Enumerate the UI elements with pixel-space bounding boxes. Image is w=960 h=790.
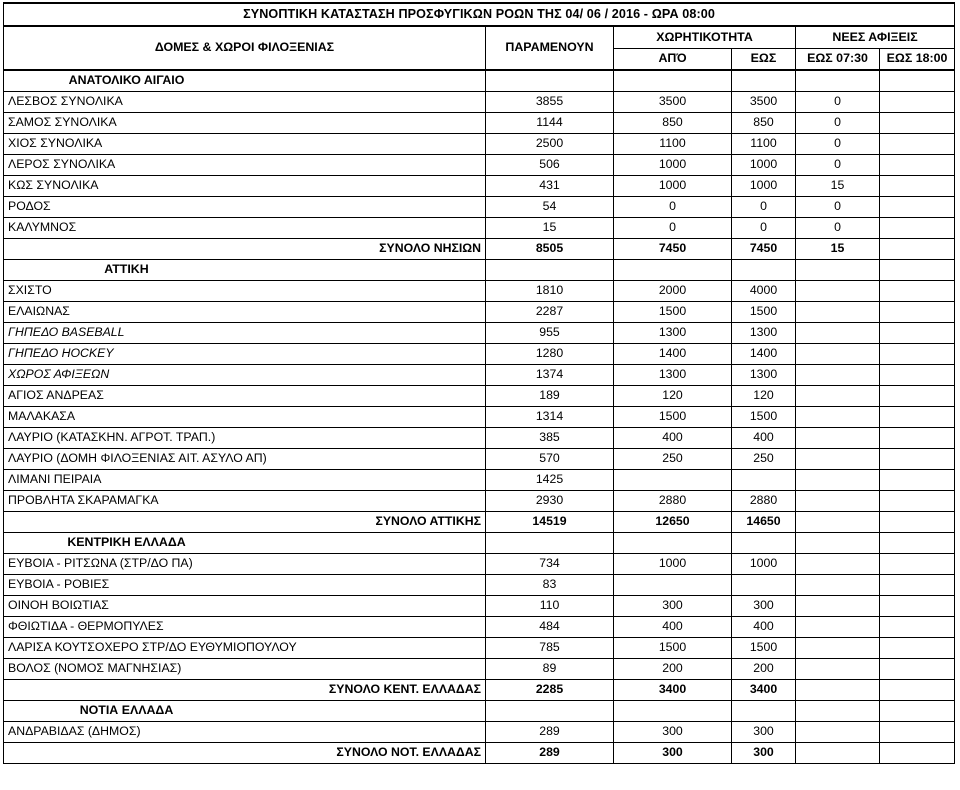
- section-empty-cell[interactable]: [614, 259, 732, 280]
- cell-capacity-to[interactable]: 850: [732, 112, 796, 133]
- total-capacity-from[interactable]: 3400: [614, 679, 732, 700]
- total-arrivals-0730[interactable]: 15: [796, 238, 880, 259]
- section-label: ΑΝΑΤΟΛΙΚΟ ΑΙΓΑΙΟ: [4, 70, 486, 91]
- cell-capacity-to[interactable]: 4000: [732, 280, 796, 301]
- facility-name[interactable]: ΚΑΛΥΜΝΟΣ: [4, 217, 486, 238]
- cell-arrivals-1800[interactable]: [880, 448, 955, 469]
- cell-arrivals-1800[interactable]: [880, 469, 955, 490]
- facility-name[interactable]: ΛΙΜΑΝΙ ΠΕΙΡΑΙΑ: [4, 469, 486, 490]
- total-capacity-to[interactable]: 14650: [732, 511, 796, 532]
- cell-capacity-from[interactable]: 250: [614, 448, 732, 469]
- cell-staying[interactable]: 83: [486, 574, 614, 595]
- cell-staying[interactable]: 1144: [486, 112, 614, 133]
- cell-capacity-from[interactable]: [614, 469, 732, 490]
- cell-capacity-to[interactable]: 1000: [732, 553, 796, 574]
- header-staying: ΠΑΡΑΜΕΝΟΥΝ: [486, 26, 614, 70]
- cell-staying[interactable]: 1314: [486, 406, 614, 427]
- section-label: ΝΟΤΙΑ ΕΛΛΑΔΑ: [4, 700, 486, 721]
- cell-capacity-to[interactable]: [732, 469, 796, 490]
- cell-staying[interactable]: 1425: [486, 469, 614, 490]
- facility-name[interactable]: ΛΑΡΙΣΑ ΚΟΥΤΣΟΧΕΡΟ ΣΤΡ/ΔΟ ΕΥΘΥΜΙΟΠΟΥΛΟΥ: [4, 637, 486, 658]
- table-row: [4, 406, 955, 427]
- table-row: [4, 385, 955, 406]
- section-empty-cell[interactable]: [880, 532, 955, 553]
- section-empty-cell[interactable]: [880, 700, 955, 721]
- cell-staying[interactable]: 385: [486, 427, 614, 448]
- facility-name[interactable]: ΧΙΟΣ ΣΥΝΟΛΙΚΑ: [4, 133, 486, 154]
- cell-capacity-from[interactable]: 1000: [614, 175, 732, 196]
- facility-name[interactable]: ΧΩΡΟΣ ΑΦΙΞΕΩΝ: [4, 364, 486, 385]
- cell-arrivals-1800[interactable]: [880, 427, 955, 448]
- section-empty-cell[interactable]: [732, 259, 796, 280]
- total-capacity-from[interactable]: 7450: [614, 238, 732, 259]
- cell-arrivals-0730[interactable]: [796, 343, 880, 364]
- cell-staying[interactable]: 2287: [486, 301, 614, 322]
- cell-arrivals-0730[interactable]: [796, 637, 880, 658]
- table-row: [4, 112, 955, 133]
- cell-arrivals-1800[interactable]: [880, 196, 955, 217]
- table-row: [4, 301, 955, 322]
- section-empty-cell[interactable]: [732, 700, 796, 721]
- section-empty-cell[interactable]: [486, 70, 614, 91]
- facility-name[interactable]: ΑΓΙΟΣ ΑΝΔΡΕΑΣ: [4, 385, 486, 406]
- section-empty-cell[interactable]: [614, 70, 732, 91]
- table-row: [4, 343, 955, 364]
- section-empty-cell[interactable]: [486, 259, 614, 280]
- cell-arrivals-1800[interactable]: [880, 301, 955, 322]
- facility-name[interactable]: ΦΘΙΩΤΙΔΑ - ΘΕΡΜΟΠΥΛΕΣ: [4, 616, 486, 637]
- cell-capacity-to[interactable]: [732, 574, 796, 595]
- table-row: [4, 658, 955, 679]
- cell-capacity-from[interactable]: 1300: [614, 364, 732, 385]
- total-arrivals-1800[interactable]: [880, 742, 955, 763]
- cell-staying[interactable]: 289: [486, 721, 614, 742]
- cell-capacity-to[interactable]: 200: [732, 658, 796, 679]
- cell-arrivals-0730[interactable]: [796, 595, 880, 616]
- cell-capacity-to[interactable]: 250: [732, 448, 796, 469]
- section-total-label[interactable]: ΣΥΝΟΛΟ ΑΤΤΙΚΗΣ: [4, 511, 486, 532]
- section-empty-cell[interactable]: [486, 532, 614, 553]
- cell-capacity-from[interactable]: 1000: [614, 154, 732, 175]
- total-staying[interactable]: 2285: [486, 679, 614, 700]
- cell-staying[interactable]: 785: [486, 637, 614, 658]
- facility-name[interactable]: ΓΗΠΕΔΟ BASEBALL: [4, 322, 486, 343]
- total-capacity-to[interactable]: 3400: [732, 679, 796, 700]
- cell-capacity-to[interactable]: 300: [732, 595, 796, 616]
- table-row: [4, 595, 955, 616]
- cell-arrivals-0730[interactable]: [796, 469, 880, 490]
- cell-arrivals-1800[interactable]: [880, 91, 955, 112]
- cell-capacity-to[interactable]: 1500: [732, 637, 796, 658]
- cell-staying[interactable]: 431: [486, 175, 614, 196]
- section-header-row: [4, 259, 955, 280]
- cell-staying[interactable]: 570: [486, 448, 614, 469]
- cell-staying[interactable]: 2500: [486, 133, 614, 154]
- facility-name[interactable]: ΚΩΣ ΣΥΝΟΛΙΚΑ: [4, 175, 486, 196]
- cell-capacity-from[interactable]: 120: [614, 385, 732, 406]
- section-empty-cell[interactable]: [732, 70, 796, 91]
- cell-capacity-from[interactable]: 400: [614, 427, 732, 448]
- cell-staying[interactable]: 110: [486, 595, 614, 616]
- cell-capacity-from[interactable]: 1000: [614, 553, 732, 574]
- cell-staying[interactable]: 1810: [486, 280, 614, 301]
- cell-arrivals-1800[interactable]: [880, 133, 955, 154]
- cell-staying[interactable]: 955: [486, 322, 614, 343]
- facility-name[interactable]: ΛΕΡΟΣ ΣΥΝΟΛΙΚΑ: [4, 154, 486, 175]
- cell-staying[interactable]: 484: [486, 616, 614, 637]
- cell-arrivals-1800[interactable]: [880, 490, 955, 511]
- facility-name[interactable]: ΛΑΥΡΙΟ (ΚΑΤΑΣΚΗΝ. ΑΓΡΟΤ. ΤΡΑΠ.): [4, 427, 486, 448]
- header-row-primary: [4, 26, 955, 48]
- cell-arrivals-1800[interactable]: [880, 280, 955, 301]
- table-row: [4, 133, 955, 154]
- cell-arrivals-1800[interactable]: [880, 406, 955, 427]
- cell-capacity-from[interactable]: 1500: [614, 406, 732, 427]
- total-arrivals-1800[interactable]: [880, 679, 955, 700]
- cell-arrivals-0730[interactable]: [796, 574, 880, 595]
- table-row: [4, 574, 955, 595]
- refugee-flow-table: [3, 2, 955, 764]
- section-label: ΚΕΝΤΡΙΚΗ ΕΛΛΑΔΑ: [4, 532, 486, 553]
- section-empty-cell[interactable]: [880, 70, 955, 91]
- total-arrivals-1800[interactable]: [880, 238, 955, 259]
- section-empty-cell[interactable]: [796, 700, 880, 721]
- section-total-label[interactable]: ΣΥΝΟΛΟ ΝΗΣΙΩΝ: [4, 238, 486, 259]
- table-row: [4, 280, 955, 301]
- cell-arrivals-1800[interactable]: [880, 595, 955, 616]
- cell-arrivals-1800[interactable]: [880, 385, 955, 406]
- header-new-arrivals: ΝΕΕΣ ΑΦΙΞΕΙΣ: [796, 26, 955, 48]
- table-row: [4, 490, 955, 511]
- cell-capacity-from[interactable]: 400: [614, 616, 732, 637]
- cell-capacity-from[interactable]: 300: [614, 721, 732, 742]
- total-capacity-from[interactable]: 300: [614, 742, 732, 763]
- cell-capacity-from[interactable]: 850: [614, 112, 732, 133]
- section-total-row: [4, 742, 955, 763]
- table-row: [4, 721, 955, 742]
- total-staying[interactable]: 289: [486, 742, 614, 763]
- header-arrivals-1800: ΕΩΣ 18:00: [880, 48, 955, 70]
- cell-arrivals-1800[interactable]: [880, 616, 955, 637]
- cell-capacity-from[interactable]: 1300: [614, 322, 732, 343]
- table-row: [4, 469, 955, 490]
- facility-name[interactable]: ΛΑΥΡΙΟ (ΔΟΜΗ ΦΙΛΟΞΕΝΙΑΣ ΑΙΤ. ΑΣΥΛΟ ΑΠ): [4, 448, 486, 469]
- section-header-row: [4, 532, 955, 553]
- cell-arrivals-0730[interactable]: 0: [796, 112, 880, 133]
- cell-capacity-from[interactable]: 1500: [614, 637, 732, 658]
- section-empty-cell[interactable]: [614, 700, 732, 721]
- cell-arrivals-0730[interactable]: [796, 301, 880, 322]
- cell-staying[interactable]: 189: [486, 385, 614, 406]
- cell-capacity-to[interactable]: 1000: [732, 154, 796, 175]
- cell-capacity-to[interactable]: 1400: [732, 343, 796, 364]
- title-row: [4, 3, 955, 26]
- section-total-row: [4, 238, 955, 259]
- facility-name[interactable]: ΑΝΔΡΑΒΙΔΑΣ (ΔΗΜΟΣ): [4, 721, 486, 742]
- cell-capacity-from[interactable]: 1100: [614, 133, 732, 154]
- cell-arrivals-1800[interactable]: [880, 154, 955, 175]
- total-capacity-to[interactable]: 300: [732, 742, 796, 763]
- section-empty-cell[interactable]: [796, 259, 880, 280]
- total-arrivals-0730[interactable]: [796, 679, 880, 700]
- total-arrivals-1800[interactable]: [880, 511, 955, 532]
- cell-staying[interactable]: 506: [486, 154, 614, 175]
- facility-name[interactable]: ΠΡΟΒΛΗΤΑ ΣΚΑΡΑΜΑΓΚΑ: [4, 490, 486, 511]
- section-empty-cell[interactable]: [880, 259, 955, 280]
- table-row: [4, 91, 955, 112]
- cell-capacity-from[interactable]: 300: [614, 595, 732, 616]
- facility-name[interactable]: ΜΑΛΑΚΑΣΑ: [4, 406, 486, 427]
- facility-name[interactable]: ΒΟΛΟΣ (ΝΟΜΟΣ ΜΑΓΝΗΣΙΑΣ): [4, 658, 486, 679]
- facility-name[interactable]: ΛΕΣΒΟΣ ΣΥΝΟΛΙΚΑ: [4, 91, 486, 112]
- section-empty-cell[interactable]: [614, 532, 732, 553]
- header-structures: ΔΟΜΕΣ & ΧΩΡΟΙ ΦΙΛΟΞΕΝΙΑΣ: [4, 26, 486, 70]
- cell-capacity-to[interactable]: 300: [732, 721, 796, 742]
- cell-arrivals-0730[interactable]: 0: [796, 154, 880, 175]
- cell-arrivals-0730[interactable]: [796, 406, 880, 427]
- cell-staying[interactable]: 1374: [486, 364, 614, 385]
- section-total-row: [4, 511, 955, 532]
- total-arrivals-0730[interactable]: [796, 742, 880, 763]
- cell-capacity-to[interactable]: 120: [732, 385, 796, 406]
- table-row: [4, 196, 955, 217]
- cell-arrivals-0730[interactable]: [796, 280, 880, 301]
- header-capacity: ΧΩΡΗΤΙΚΟΤΗΤΑ: [614, 26, 796, 48]
- table-row: [4, 175, 955, 196]
- section-total-label[interactable]: ΣΥΝΟΛΟ ΝΟΤ. ΕΛΛΑΔΑΣ: [4, 742, 486, 763]
- cell-capacity-to[interactable]: 2880: [732, 490, 796, 511]
- cell-capacity-to[interactable]: 1500: [732, 406, 796, 427]
- cell-arrivals-1800[interactable]: [880, 574, 955, 595]
- cell-capacity-from[interactable]: 2880: [614, 490, 732, 511]
- cell-arrivals-0730[interactable]: [796, 721, 880, 742]
- section-empty-cell[interactable]: [796, 70, 880, 91]
- section-empty-cell[interactable]: [796, 532, 880, 553]
- total-capacity-to[interactable]: 7450: [732, 238, 796, 259]
- facility-name[interactable]: ΕΥΒΟΙΑ - ΡΟΒΙΕΣ: [4, 574, 486, 595]
- table-row: [4, 322, 955, 343]
- table-row: [4, 448, 955, 469]
- cell-staying[interactable]: 734: [486, 553, 614, 574]
- cell-capacity-to[interactable]: 1300: [732, 322, 796, 343]
- total-arrivals-0730[interactable]: [796, 511, 880, 532]
- cell-capacity-to[interactable]: 400: [732, 427, 796, 448]
- cell-capacity-to[interactable]: 1500: [732, 301, 796, 322]
- cell-arrivals-0730[interactable]: [796, 616, 880, 637]
- header-capacity-to: ΕΩΣ: [732, 48, 796, 70]
- cell-capacity-from[interactable]: 1400: [614, 343, 732, 364]
- cell-arrivals-0730[interactable]: [796, 427, 880, 448]
- section-total-label[interactable]: ΣΥΝΟΛΟ ΚΕΝΤ. ΕΛΛΑΔΑΣ: [4, 679, 486, 700]
- cell-arrivals-0730[interactable]: [796, 553, 880, 574]
- cell-arrivals-0730[interactable]: 0: [796, 91, 880, 112]
- cell-staying[interactable]: 54: [486, 196, 614, 217]
- cell-capacity-from[interactable]: 2000: [614, 280, 732, 301]
- cell-capacity-to[interactable]: 1100: [732, 133, 796, 154]
- total-staying[interactable]: 8505: [486, 238, 614, 259]
- cell-capacity-to[interactable]: 3500: [732, 91, 796, 112]
- cell-arrivals-0730[interactable]: [796, 322, 880, 343]
- header-arrivals-0730: ΕΩΣ 07:30: [796, 48, 880, 70]
- page-title: ΣΥΝΟΠΤΙΚΗ ΚΑΤΑΣΤΑΣΗ ΠΡΟΣΦΥΓΙΚΩΝ ΡΟΩΝ ΤΗΣ 04/ 06 / 2016 - ΩΡΑ 08:00: [4, 3, 955, 26]
- cell-arrivals-0730[interactable]: [796, 364, 880, 385]
- total-capacity-from[interactable]: 12650: [614, 511, 732, 532]
- facility-name[interactable]: ΣΧΙΣΤΟ: [4, 280, 486, 301]
- cell-arrivals-1800[interactable]: [880, 217, 955, 238]
- table-row: [4, 637, 955, 658]
- cell-capacity-from[interactable]: 200: [614, 658, 732, 679]
- cell-arrivals-1800[interactable]: [880, 364, 955, 385]
- table-row: [4, 427, 955, 448]
- cell-arrivals-1800[interactable]: [880, 637, 955, 658]
- cell-capacity-from[interactable]: 3500: [614, 91, 732, 112]
- cell-arrivals-0730[interactable]: [796, 385, 880, 406]
- section-label: ΑΤΤΙΚΗ: [4, 259, 486, 280]
- section-header-row: [4, 70, 955, 91]
- cell-arrivals-0730[interactable]: [796, 448, 880, 469]
- cell-arrivals-1800[interactable]: [880, 112, 955, 133]
- header-capacity-from: ΑΠΌ: [614, 48, 732, 70]
- cell-arrivals-0730[interactable]: [796, 490, 880, 511]
- table-row: [4, 217, 955, 238]
- section-empty-cell[interactable]: [732, 532, 796, 553]
- section-total-row: [4, 679, 955, 700]
- table-row: [4, 154, 955, 175]
- cell-staying[interactable]: 15: [486, 217, 614, 238]
- cell-arrivals-1800[interactable]: [880, 658, 955, 679]
- cell-staying[interactable]: 1280: [486, 343, 614, 364]
- cell-capacity-from[interactable]: [614, 574, 732, 595]
- section-empty-cell[interactable]: [486, 700, 614, 721]
- cell-capacity-from[interactable]: 1500: [614, 301, 732, 322]
- cell-arrivals-0730[interactable]: 0: [796, 133, 880, 154]
- cell-staying[interactable]: 89: [486, 658, 614, 679]
- cell-arrivals-1800[interactable]: [880, 343, 955, 364]
- cell-staying[interactable]: 3855: [486, 91, 614, 112]
- facility-name[interactable]: ΡΟΔΟΣ: [4, 196, 486, 217]
- table-row: [4, 364, 955, 385]
- cell-capacity-to[interactable]: 400: [732, 616, 796, 637]
- cell-arrivals-0730[interactable]: 0: [796, 196, 880, 217]
- facility-name[interactable]: ΟΙΝΟΗ ΒΟΙΩΤΙΑΣ: [4, 595, 486, 616]
- cell-capacity-to[interactable]: 1000: [732, 175, 796, 196]
- table-row: [4, 553, 955, 574]
- facility-name[interactable]: ΣΑΜΟΣ ΣΥΝΟΛΙΚΑ: [4, 112, 486, 133]
- cell-staying[interactable]: 2930: [486, 490, 614, 511]
- section-header-row: [4, 700, 955, 721]
- facility-name[interactable]: ΕΛΑΙΩΝΑΣ: [4, 301, 486, 322]
- cell-capacity-from[interactable]: 0: [614, 217, 732, 238]
- cell-arrivals-1800[interactable]: [880, 175, 955, 196]
- cell-capacity-to[interactable]: 0: [732, 196, 796, 217]
- total-staying[interactable]: 14519: [486, 511, 614, 532]
- cell-capacity-from[interactable]: 0: [614, 196, 732, 217]
- cell-arrivals-1800[interactable]: [880, 553, 955, 574]
- cell-capacity-to[interactable]: 0: [732, 217, 796, 238]
- cell-arrivals-1800[interactable]: [880, 322, 955, 343]
- table-row: [4, 616, 955, 637]
- facility-name[interactable]: ΓΗΠΕΔΟ HOCKEY: [4, 343, 486, 364]
- cell-arrivals-0730[interactable]: [796, 658, 880, 679]
- cell-arrivals-0730[interactable]: 0: [796, 217, 880, 238]
- cell-arrivals-0730[interactable]: 15: [796, 175, 880, 196]
- facility-name[interactable]: ΕΥΒΟΙΑ - ΡΙΤΣΩΝΑ (ΣΤΡ/ΔΟ ΠΑ): [4, 553, 486, 574]
- cell-arrivals-1800[interactable]: [880, 721, 955, 742]
- cell-capacity-to[interactable]: 1300: [732, 364, 796, 385]
